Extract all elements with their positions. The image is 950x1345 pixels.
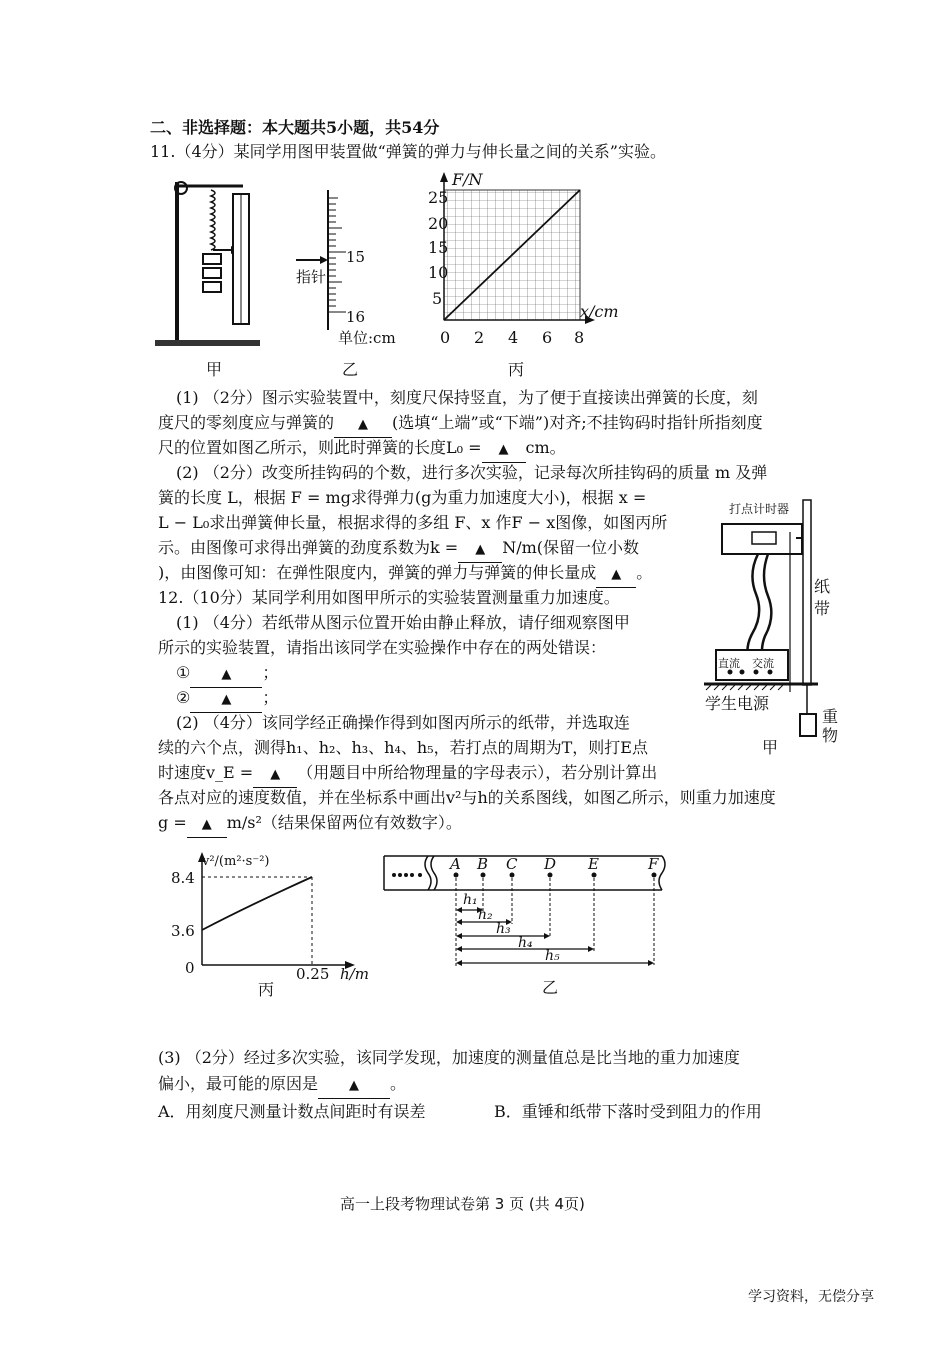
timer-label: 打点计时器: [729, 502, 790, 516]
answer-blank: ▲: [482, 438, 526, 463]
fx-xtick-0: 0: [440, 328, 451, 347]
q12-error-1: ① ▲ ；: [176, 661, 278, 688]
q12-p2-line4: 各点对应的速度数值，并在坐标系中画出v²与h的关系图线，如图乙所示，则重力加速度: [158, 788, 776, 807]
option-a: A．用刻度尺测量计数点间距时有误差: [158, 1102, 426, 1121]
answer-blank: ▲: [190, 663, 262, 688]
answer-blank: ▲: [190, 688, 262, 713]
q11-p2-line4: 示。由图像可求得出弹簧的劲度系数为k = ▲ N/m(保留一位小数: [158, 536, 639, 563]
q12-p2-line5: g = ▲ m/s²（结果保留两位有效数字）。: [158, 811, 462, 838]
v2h-xlabel: h/m: [340, 965, 369, 983]
fig-label-jia: 甲: [206, 360, 223, 379]
answer-blank: ▲: [253, 763, 297, 788]
tape-h5: h₅: [545, 948, 560, 964]
v2h-y-3.6: 3.6: [171, 922, 195, 940]
q11-p2-line2: 簧的长度 L，根据 F = mg求得弹力(g为重力加速度大小)，根据 x =: [158, 488, 647, 507]
tape-point-c: C: [506, 855, 518, 873]
tape-point-b: B: [477, 855, 489, 873]
ruler-unit: 单位:cm: [338, 329, 396, 347]
tape-h2: h₂: [478, 907, 493, 923]
v2h-caption: 丙: [258, 980, 275, 999]
tape-point-d: D: [544, 855, 557, 873]
answer-blank: ▲: [187, 813, 227, 838]
ruler-pointer-label: 指针: [296, 268, 327, 286]
fx-ytick-10: 10: [428, 263, 449, 282]
answer-blank: ▲: [334, 413, 392, 438]
page-footer: 高一上段考物理试卷第 3 页 (共 4页): [340, 1195, 585, 1213]
answer-blank: ▲: [596, 563, 636, 588]
answer-blank: ▲: [458, 538, 502, 563]
fx-xtick-6: 6: [542, 328, 553, 347]
dc-label: 直流: [718, 657, 740, 670]
fx-xlabel: x/cm: [580, 302, 619, 321]
tape-point-f: F: [648, 855, 659, 873]
q11-stem: 11.（4分）某同学用图甲装置做“弹簧的弹力与伸长量之间的关系”实验。: [150, 142, 666, 161]
ac-label: 交流: [752, 657, 774, 670]
q12-p3-line1: (3) （2分）经过多次实验，该同学发现，加速度的测量值总是比当地的重力加速度: [158, 1048, 740, 1067]
q12-p1-line2: 所示的实验装置，请指出该同学在实验操作中存在的两处错误：: [158, 638, 607, 657]
fx-xtick-8: 8: [574, 328, 585, 347]
weight-label-2: 物: [822, 726, 839, 745]
q12-p2-line1: (2) （4分）该同学经正确操作得到如图丙所示的纸带，并选取连: [176, 713, 630, 732]
q12-error-2: ② ▲ ；: [176, 686, 278, 713]
watermark-text: 学习资料，无偿分享: [748, 1289, 874, 1305]
ruler-tick-15: 15: [346, 248, 366, 266]
tape-point-a: A: [450, 855, 461, 873]
q12-p1-line1: (1) （4分）若纸带从图示位置开始由静止释放，请仔细观察图甲: [176, 613, 630, 632]
q11-p2-line5: )，由图像可知：在弹性限度内，弹簧的弹力与弹簧的伸长量成 ▲ 。: [158, 561, 652, 588]
answer-blank: ▲: [318, 1074, 390, 1099]
tape-label-1: 纸: [814, 577, 831, 596]
apparatus-label-jia: 甲: [762, 738, 779, 757]
fig-label-yi: 乙: [342, 360, 359, 379]
v2h-ylabel: v²/(m²·s⁻²): [202, 854, 270, 869]
fx-xtick-4: 4: [508, 328, 519, 347]
fx-ytick-15: 15: [428, 238, 449, 257]
tape-h4: h₄: [518, 935, 533, 951]
fx-ytick-5: 5: [432, 289, 443, 308]
v2h-y-8.4: 8.4: [171, 869, 195, 887]
q12-p3-line2: 偏小，最可能的原因是 ▲ 。: [158, 1072, 406, 1099]
tape-caption: 乙: [542, 978, 559, 997]
fx-xtick-2: 2: [474, 328, 485, 347]
power-supply-label: 学生电源: [705, 694, 770, 713]
q11-p2-line1: (2) （2分）改变所挂钩码的个数，进行多次实验，记录每次所挂钩码的质量 m 及弹: [176, 463, 768, 482]
option-b: B．重锤和纸带下落时受到阻力的作用: [494, 1102, 762, 1121]
q12-p2-line3: 时速度v_E = ▲ （用题目中所给物理量的字母表示），若分别计算出: [158, 761, 657, 788]
tape-label-2: 带: [814, 599, 831, 618]
ruler-tick-16: 16: [346, 308, 366, 326]
fig-label-bing: 丙: [508, 360, 525, 379]
fx-ylabel: F/N: [452, 170, 483, 189]
v2h-origin: 0: [185, 959, 195, 977]
paper-tape-figure: [380, 852, 680, 977]
fx-ytick-25: 25: [428, 188, 449, 207]
q11-p1-line1: (1) （2分）图示实验装置中，刻度尺保持竖直，为了便于直接读出弹簧的长度，刻: [176, 388, 758, 407]
tape-point-e: E: [588, 855, 599, 873]
q12-p2-line2: 续的六个点，测得h₁、h₂、h₃、h₄、h₅，若打点的周期为T，则打E点: [158, 738, 648, 757]
spring-stand-figure: [155, 172, 265, 352]
v2h-x-0.25: 0.25: [296, 965, 330, 983]
tape-h1: h₁: [463, 892, 478, 908]
section-header: 二、非选择题：本大题共5小题，共54分: [150, 118, 440, 137]
fx-ytick-20: 20: [428, 214, 449, 233]
tape-h3: h₃: [496, 921, 511, 937]
q11-p1-line3: 尺的位置如图乙所示，则此时弹簧的长度L₀ = ▲ cm。: [158, 436, 566, 463]
weight-label-1: 重: [822, 707, 839, 726]
q12-stem: 12.（10分）某同学利用如图甲所示的实验装置测量重力加速度。: [158, 588, 620, 607]
q11-p2-line3: L − L₀求出弹簧伸长量，根据求得的多组 F、x 作F − x图像，如图丙所: [158, 513, 668, 532]
q11-p1-line2: 度尺的零刻度应与弹簧的 ▲ (选填“上端”或“下端”)对齐;不挂钩码时指针所指刻度: [158, 411, 763, 438]
